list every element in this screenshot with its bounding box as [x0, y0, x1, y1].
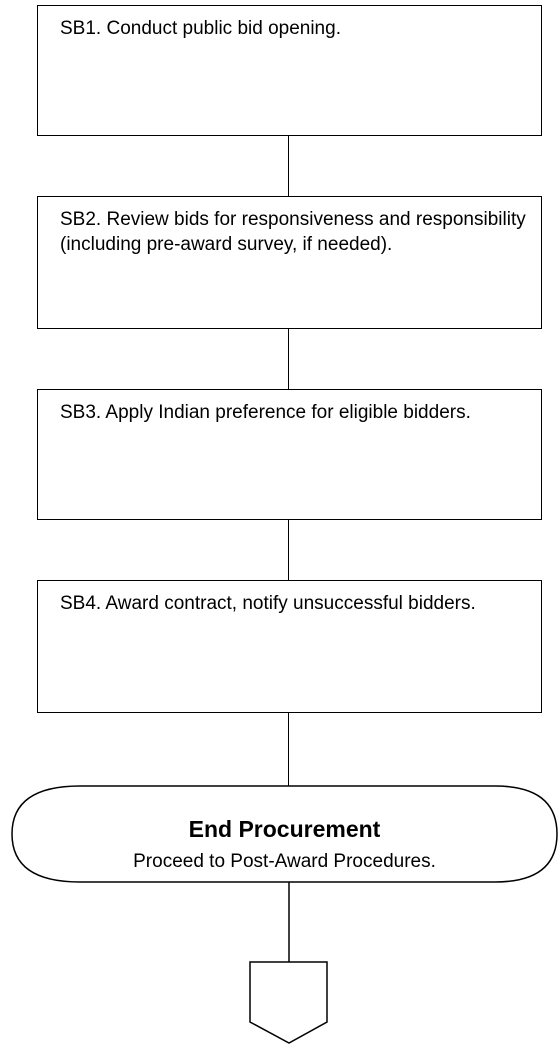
- off-page-connector-icon: [250, 962, 327, 1043]
- terminal-title: End Procurement: [188, 816, 381, 842]
- terminal-subtitle: Proceed to Post-Award Procedures.: [133, 851, 436, 872]
- step-text-sb4: SB4. Award contract, notify unsuccessful bidders.: [60, 593, 476, 614]
- step-text-sb3: SB3. Apply Indian preference for eligible bidders.: [60, 402, 471, 423]
- step-text-sb1: SB1. Conduct public bid opening.: [60, 18, 341, 39]
- step-text-sb2: SB2. Review bids for responsiveness and responsibility (including pre-award survey, if needed).: [60, 209, 526, 255]
